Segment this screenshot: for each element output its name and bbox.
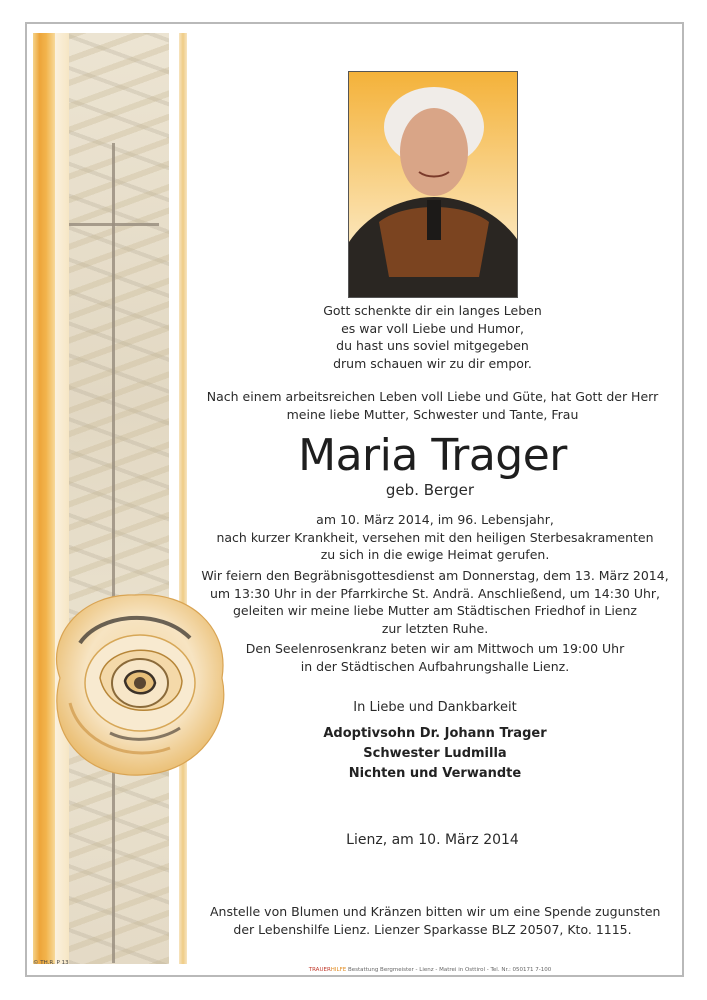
- death-notice: [195, 511, 675, 564]
- rosary-line: in der Städtischen Aufbahrungshalle Lienz.: [300, 658, 570, 674]
- mourners-list: [290, 724, 580, 784]
- funeral-line: geleiten wir meine liebe Mutter am Städtischen Friedhof in Lienz: [233, 603, 637, 618]
- donation-line: der Lebenshilfe Lienz. Lienzer Sparkasse BLZ 20507, Kto. 1115.: [233, 921, 632, 937]
- verse-line: es war voll Liebe und Humor,: [341, 320, 524, 336]
- maiden-name: geb. Berger: [385, 481, 475, 499]
- cross-icon: [33, 33, 193, 964]
- mourner: Schwester Ludmilla: [363, 746, 507, 761]
- funeral-line: zur letzten Ruhe.: [381, 620, 489, 636]
- intro-line: Nach einem arbeitsreichen Leben voll Liebe und Güte, hat Gott der Herr: [206, 389, 659, 404]
- donation-request: [210, 903, 661, 938]
- corner-code: © TH.R. P 13: [33, 960, 69, 966]
- verse-line: drum schauen wir zu dir empor.: [333, 355, 532, 371]
- funeral-info: [195, 567, 675, 637]
- footer-text: Bestattung Bergmeister - Lienz - Matrei in Osttirol - Tel. Nr.: 050171 7-100: [346, 967, 552, 973]
- mourner: Nichten und Verwandte: [348, 766, 522, 781]
- notice-line: zu sich in die ewige Heimat gerufen.: [320, 547, 550, 562]
- rosary-info: [195, 640, 675, 675]
- verse-line: du hast uns soviel mitgegeben: [336, 338, 529, 353]
- decorative-strip: [33, 33, 193, 964]
- footer-brand-part1: TRAUER: [308, 967, 331, 973]
- funeral-line: um 13:30 Uhr in der Pfarrkirche St. Andrä. Anschließend, um 14:30 Uhr,: [209, 585, 661, 601]
- donation-line: Anstelle von Blumen und Kränzen bitten wir um eine Spende zugunsten: [210, 904, 661, 919]
- regards-line: In Liebe und Dankbarkeit: [353, 700, 517, 715]
- rosary-line: Den Seelenrosenkranz beten wir am Mittwoch um 19:00 Uhr: [245, 641, 625, 656]
- place-date: Lienz, am 10. März 2014: [346, 832, 519, 848]
- notice-line: nach kurzer Krankheit, versehen mit den heiligen Sterbesakramenten: [216, 529, 654, 545]
- deceased-name: Maria Trager: [298, 430, 567, 481]
- intro-text: [205, 388, 660, 423]
- mourner: Adoptivsohn Dr. Johann Trager: [323, 726, 547, 741]
- notice-line: am 10. März 2014, im 96. Lebensjahr,: [316, 512, 554, 527]
- verse-line: Gott schenkte dir ein langes Leben: [323, 303, 542, 318]
- footer-brand-part2: HILFE: [330, 967, 347, 973]
- intro-line: meine liebe Mutter, Schwester und Tante, Frau: [286, 406, 579, 422]
- footer-imprint: [250, 967, 610, 973]
- portrait-photo: [348, 71, 518, 298]
- poem-verse: [270, 302, 595, 372]
- funeral-line: Wir feiern den Begräbnisgottesdienst am Donnerstag, dem 13. März 2014,: [201, 568, 669, 583]
